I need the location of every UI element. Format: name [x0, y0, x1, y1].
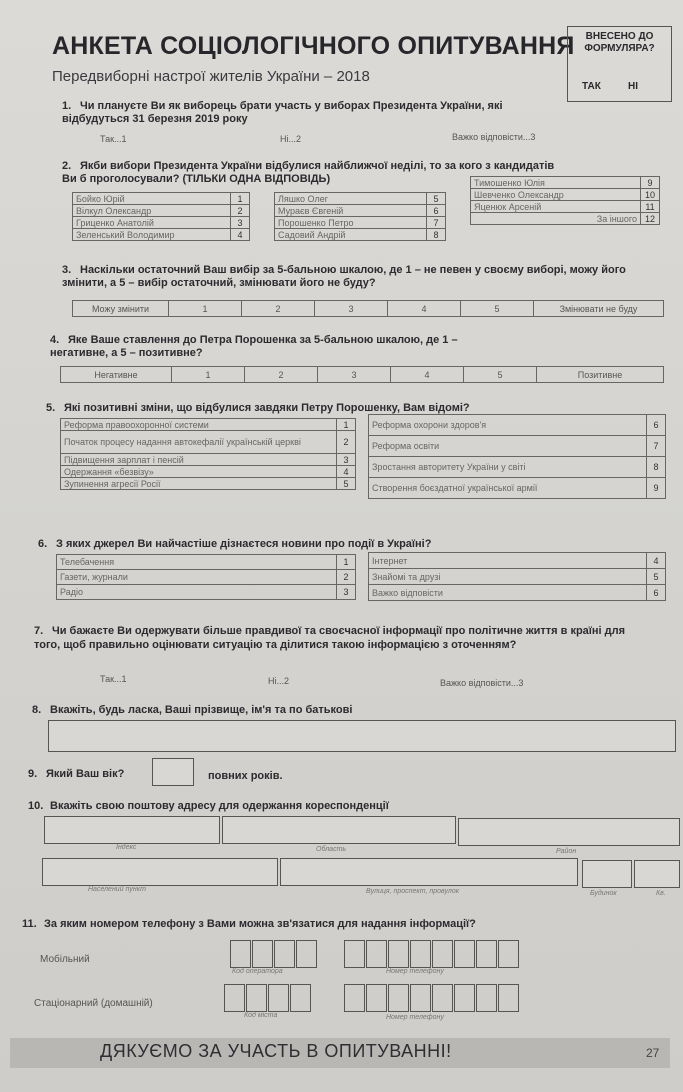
q4-scale-2[interactable]: 2 — [245, 367, 318, 382]
page-title: АНКЕТА СОЦІОЛОГІЧНОГО ОПИТУВАННЯ — [52, 32, 575, 60]
question-8 — [32, 704, 632, 717]
change-label: Створення боєздатної української армії — [369, 478, 647, 499]
region-field[interactable] — [222, 816, 456, 844]
question-8-number: 8. — [32, 704, 42, 716]
candidate-name: За іншого — [471, 213, 641, 225]
table-row[interactable] — [275, 193, 446, 205]
change-code: 5 — [337, 478, 356, 490]
candidate-name: Зеленський Володимир — [73, 229, 231, 241]
q4-scale-1[interactable]: 1 — [172, 367, 245, 382]
stamp-yes[interactable]: ТАК — [582, 81, 601, 92]
table-row[interactable] — [471, 201, 660, 213]
table-row[interactable] — [275, 217, 446, 229]
table-row[interactable] — [61, 466, 356, 478]
table-row[interactable] — [61, 419, 356, 431]
table-row[interactable] — [57, 555, 356, 570]
question-5-text: Які позитивні зміни, що відбулися завдяки Петру Порошенку, Вам відомі? — [64, 402, 470, 414]
q4-scale-4[interactable]: 4 — [391, 367, 464, 382]
table-row[interactable] — [73, 217, 250, 229]
source-code: 3 — [337, 585, 356, 600]
table-row[interactable] — [369, 569, 666, 585]
candidate-name: Вілкул Олександр — [73, 205, 231, 217]
candidate-name: Мураєв Євгеній — [275, 205, 427, 217]
q3-scale — [72, 300, 664, 317]
question-6-number: 6. — [38, 538, 48, 550]
changes-table-right — [368, 414, 666, 499]
page-number: 27 — [646, 1046, 660, 1060]
q1-answer-yes[interactable]: Так...1 — [100, 134, 127, 144]
question-7 — [34, 624, 634, 652]
q3-scale-low: Можу змінити — [73, 301, 169, 316]
table-row[interactable] — [369, 415, 666, 436]
table-row[interactable] — [275, 229, 446, 241]
landline-city-code-field[interactable] — [224, 984, 312, 1012]
question-7-text: Чи бажаєте Ви одержувати більше правдивої та своєчасної інформації про політичне життя в країні для того, щоб правильно оцінювати ситуацію та ділитися такою інформацією з оточенням? — [34, 625, 626, 651]
mobile-number-field[interactable] — [344, 940, 520, 968]
change-label: Реформа охорони здоров'я — [369, 415, 647, 436]
q3-scale-4[interactable]: 4 — [388, 301, 461, 316]
source-label: Знайомі та друзі — [369, 569, 647, 585]
landline-number-field[interactable] — [344, 984, 520, 1012]
candidate-code: 12 — [641, 213, 660, 225]
candidate-code: 8 — [427, 229, 446, 241]
change-label: Реформа правоохоронної системи — [61, 419, 337, 431]
city-code-caption: Код міста — [244, 1012, 278, 1019]
q3-scale-1[interactable]: 1 — [169, 301, 242, 316]
candidate-code: 2 — [231, 205, 250, 217]
question-11 — [22, 918, 662, 931]
table-row[interactable] — [73, 229, 250, 241]
question-1-number: 1. — [62, 100, 72, 112]
landline-number-caption: Номер телефону — [386, 1014, 444, 1021]
candidate-code: 10 — [641, 189, 660, 201]
change-code: 6 — [647, 415, 666, 436]
change-code: 8 — [647, 457, 666, 478]
building-caption: Будинок — [590, 890, 617, 897]
apartment-field[interactable] — [634, 860, 680, 888]
landline-label: Стаціонарний (домашній) — [34, 998, 153, 1009]
q1-answer-unsure[interactable]: Важко відповісти...3 — [452, 132, 536, 142]
street-caption: Вулиця, проспект, провулок — [366, 888, 460, 895]
question-4 — [50, 334, 510, 360]
question-5-number: 5. — [46, 402, 56, 414]
settlement-caption: Населений пункт — [88, 886, 146, 893]
building-field[interactable] — [582, 860, 632, 888]
change-label: Зупинення агресії Росії — [61, 478, 337, 490]
mobile-number-caption: Номер телефону — [386, 968, 444, 975]
region-caption: Область — [316, 846, 347, 853]
question-10-text: Вкажіть свою поштову адресу для одержання кореспонденції — [50, 800, 389, 812]
source-code: 6 — [647, 585, 666, 601]
question-3 — [62, 264, 642, 290]
candidate-name: Порошенко Петро — [275, 217, 427, 229]
table-row[interactable] — [471, 177, 660, 189]
candidate-name: Гриценко Анатолій — [73, 217, 231, 229]
age-field[interactable] — [152, 758, 194, 786]
table-row[interactable] — [369, 585, 666, 601]
q7-answer-yes[interactable]: Так...1 — [100, 674, 127, 684]
table-row[interactable] — [369, 478, 666, 499]
postal-code-field[interactable] — [44, 816, 220, 844]
stamp-heading: ВНЕСЕНО ДО ФОРМУЛЯРА? — [584, 31, 655, 54]
question-4-number: 4. — [50, 334, 60, 346]
source-label: Важко відповісти — [369, 585, 647, 601]
q4-scale-low: Негативне — [61, 367, 172, 382]
question-8-text: Вкажіть, будь ласка, Ваші прізвище, ім'я та по батькові — [50, 704, 353, 716]
candidate-name: Бойко Юрій — [73, 193, 231, 205]
q3-scale-2[interactable]: 2 — [242, 301, 315, 316]
question-1-text: Чи плануєте Ви як виборець брати участь у виборах Президента України, які відбудуться 31 березня 2019 року — [62, 100, 503, 125]
q3-scale-high: Змінювати не буду — [559, 303, 638, 314]
operator-code-caption: Код оператора — [232, 968, 283, 975]
change-label: Початок процесу надання автокефалії українській церкві — [61, 431, 337, 454]
sources-table-left — [56, 554, 356, 600]
question-3-text: Наскільки остаточний Ваш вибір за 5-бальною шкалою, де 1 – не певен у своєму виборі, можу його змінити, а 5 – вибір остаточний, змінювати його не буду? — [62, 264, 626, 289]
page-subtitle: Передвиборні настрої жителів України – 2018 — [52, 68, 370, 85]
change-code: 4 — [337, 466, 356, 478]
q3-scale-3[interactable]: 3 — [315, 301, 388, 316]
question-2-text: Якби вибори Президента України відбулися найближчої неділі, то за кого з кандидатів Ви б проголосували? (ТІЛЬКИ ОДНА ВІДПОВІДЬ) — [62, 160, 555, 185]
candidate-code: 3 — [231, 217, 250, 229]
change-code: 2 — [337, 431, 356, 454]
question-4-text: Яке Ваше ставлення до Петра Порошенка за 5-бальною шкалою, де 1 – негативне, а 5 – позитивне? — [50, 334, 458, 359]
q3-scale-5[interactable]: 5 — [461, 301, 534, 316]
change-code: 3 — [337, 454, 356, 466]
table-row[interactable] — [73, 205, 250, 217]
table-row[interactable] — [61, 431, 356, 454]
mobile-operator-code-field[interactable] — [230, 940, 318, 968]
question-1 — [62, 100, 552, 126]
question-7-number: 7. — [34, 625, 44, 637]
source-label: Газети, журнали — [57, 570, 337, 585]
district-field[interactable] — [458, 818, 680, 846]
candidate-code: 9 — [641, 177, 660, 189]
apartment-caption: Кв. — [656, 890, 666, 897]
table-row[interactable] — [73, 193, 250, 205]
source-label: Інтернет — [369, 553, 647, 569]
candidates-table-1 — [72, 192, 250, 241]
candidate-name: Шевченко Олександр — [471, 189, 641, 201]
question-2-number: 2. — [62, 160, 72, 172]
settlement-field[interactable] — [42, 858, 278, 886]
q4-scale — [60, 366, 664, 383]
candidate-name: Ляшко Олег — [275, 193, 427, 205]
table-row[interactable] — [57, 570, 356, 585]
question-6 — [38, 538, 598, 551]
table-row[interactable] — [471, 213, 660, 225]
form-entry-stamp — [567, 26, 672, 102]
question-10-number: 10. — [28, 800, 44, 812]
candidate-code: 4 — [231, 229, 250, 241]
candidate-code: 7 — [427, 217, 446, 229]
candidate-name: Яценюк Арсеній — [471, 201, 641, 213]
candidates-table-3 — [470, 176, 660, 225]
question-9 — [28, 768, 124, 781]
change-label: Одержання «безвізу» — [61, 466, 337, 478]
candidate-code: 11 — [641, 201, 660, 213]
candidates-table-2 — [274, 192, 446, 241]
question-9-text: Який Ваш вік? — [46, 768, 125, 780]
stamp-no[interactable]: НІ — [628, 81, 638, 92]
candidate-code: 1 — [231, 193, 250, 205]
question-6-text: З яких джерел Ви найчастіше дізнаєтеся новини про події в Україні? — [56, 538, 432, 550]
source-code: 5 — [647, 569, 666, 585]
table-row[interactable] — [275, 205, 446, 217]
change-code: 9 — [647, 478, 666, 499]
table-row[interactable] — [369, 436, 666, 457]
table-row[interactable] — [471, 189, 660, 201]
table-row[interactable] — [369, 553, 666, 569]
postal-code-caption: Індекс — [116, 844, 137, 851]
source-label: Телебачення — [57, 555, 337, 570]
change-code: 7 — [647, 436, 666, 457]
source-label: Радіо — [57, 585, 337, 600]
question-3-number: 3. — [62, 264, 72, 276]
source-code: 4 — [647, 553, 666, 569]
full-name-field[interactable] — [48, 720, 676, 752]
changes-table-left — [60, 418, 356, 490]
sources-table-right — [368, 552, 666, 601]
change-code: 1 — [337, 419, 356, 431]
district-caption: Район — [556, 848, 577, 855]
question-10 — [28, 800, 628, 813]
table-row[interactable] — [61, 454, 356, 466]
q4-scale-high: Позитивне — [577, 369, 623, 380]
q1-answer-no[interactable]: Ні...2 — [280, 134, 302, 144]
change-label: Реформа освіти — [369, 436, 647, 457]
candidate-code: 5 — [427, 193, 446, 205]
candidate-name: Садовий Андрій — [275, 229, 427, 241]
street-field[interactable] — [280, 858, 578, 886]
source-code: 1 — [337, 555, 356, 570]
question-11-number: 11. — [22, 918, 37, 930]
q4-scale-5[interactable]: 5 — [464, 367, 537, 382]
question-11-text: За яким номером телефону з Вами можна зв'язатися для надання інформації? — [44, 918, 476, 930]
q7-answer-no[interactable]: Ні...2 — [268, 676, 290, 686]
mobile-label: Мобільний — [40, 954, 90, 965]
table-row[interactable] — [369, 457, 666, 478]
candidate-name: Тимошенко Юлія — [471, 177, 641, 189]
age-suffix: повних років. — [208, 770, 283, 782]
q7-answer-unsure[interactable]: Важко відповісти...3 — [440, 678, 524, 688]
q4-scale-3[interactable]: 3 — [318, 367, 391, 382]
candidate-code: 6 — [427, 205, 446, 217]
table-row[interactable] — [57, 585, 356, 600]
change-label: Підвищення зарплат і пенсій — [61, 454, 337, 466]
table-row[interactable] — [61, 478, 356, 490]
thank-you-message: ДЯКУЄМО ЗА УЧАСТЬ В ОПИТУВАННІ! — [100, 1041, 452, 1061]
question-9-number: 9. — [28, 768, 38, 780]
source-code: 2 — [337, 570, 356, 585]
change-label: Зростання авторитету України у світі — [369, 457, 647, 478]
